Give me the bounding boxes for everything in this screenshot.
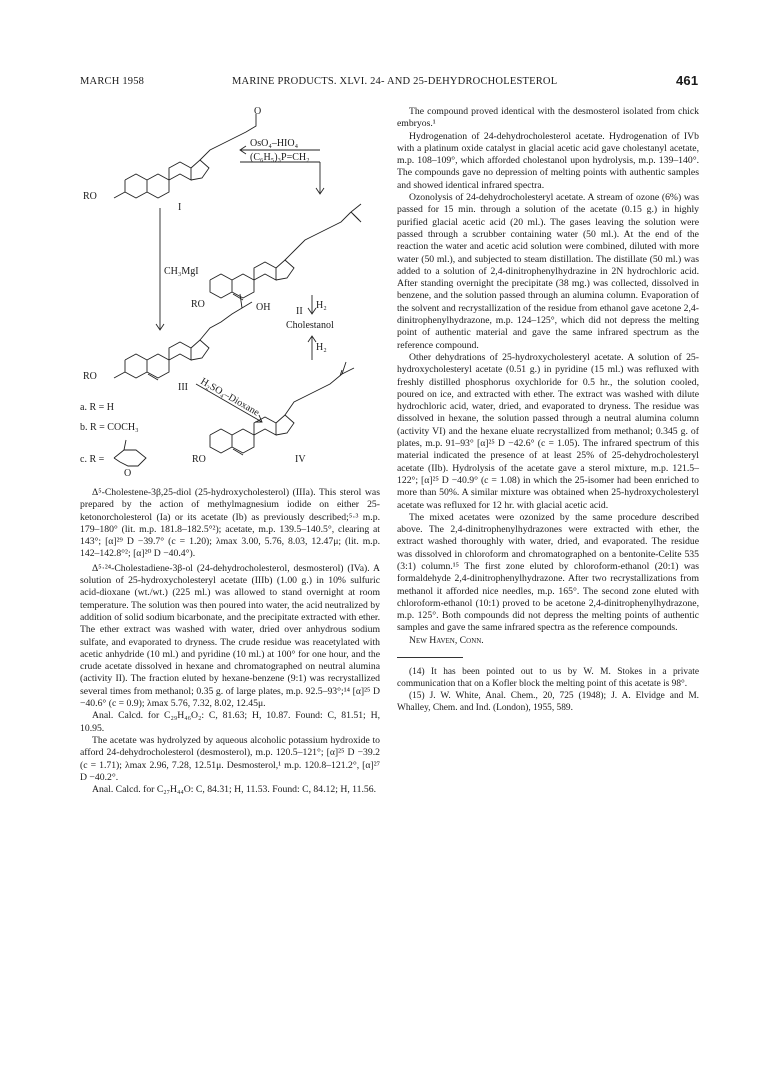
paragraph-desmosterol-preparation: Δ⁵·²⁴-Cholestadiene-3β-ol (24-dehydrocholesterol, desmosterol) (IVa). A solution of 25-hydroxycholesteryl acetate (IIIb) (1.00 g.) in 10% sulfuric acid-dioxane (wt./wt.) (225 ml.) was allowed to stand overnight at room temperature. The solution was then poured into water, the acid neutralized by addition of solid sodium bicarbonate, and the precipitate extracted with ether. The ether extract was washed with water, dried over anhydrous sodium sulfate, and evaporated to dryness. The crude residue was reacetylated with acetic anhydride (10 ml.) and pyridine (10 ml.) at 100° for one hour, and the crude acetate dissolved in hexane and chromatographed on neutral alumina (activity II). The fraction eluted by hexane-benzene (9:1) was recrystallized several times from methanol; 0.35 g. of large plates, m.p. 92.5–93°;¹⁴ [α]²⁵ D −40.6° (c = 0.9); λmax 5.76, 7.32, 8.02, 12.45μ. [80, 562, 380, 710]
paragraph-hydrogenation: Hydrogenation of 24-dehydrocholesterol acetate. Hydrogenation of IVb with a platinum oxide catalyst in glacial acetic acid gave cholestanyl acetate, m.p. 108–109°, which afforded cholestanol upon hydrolysis, m.p. 139–140°. The compounds gave no depression of melting points with authentic samples and showed identical infrared spectra. [397, 130, 699, 191]
ro-label-II: RO [191, 299, 205, 310]
left-column [80, 487, 380, 796]
ro-label-I: RO [83, 191, 97, 202]
reagent-grignard: CH₃MgI [164, 266, 199, 277]
hydroxyl-label: OH [256, 302, 271, 313]
pyranyl-oxygen-label: O [124, 468, 132, 479]
ro-label-IV: RO [192, 454, 206, 465]
affiliation-city: New Haven, Conn. [409, 634, 484, 646]
footnote-rule [397, 657, 463, 658]
paragraph-identity: The compound proved identical with the desmosterol isolated from chick embryos.¹ [397, 106, 699, 130]
compound-label-I: I [178, 202, 182, 213]
compound-label-II: II [296, 306, 303, 317]
paragraph-analysis-sterol: Anal. Calcd. for C₂₇H₄₄O: C, 84.31; H, 11.53. Found: C, 84.12; H, 11.56. [92, 784, 377, 796]
footnote-15: (15) J. W. White, Anal. Chem., 20, 725 (1948); J. A. Elvidge and M. Whalley, Chem. and Ind. (London), 1955, 589. [397, 691, 699, 714]
steroid-structure-I [114, 114, 256, 198]
reaction-scheme [80, 100, 380, 480]
running-header-date: MARCH 1958 [80, 76, 145, 87]
right-column [397, 106, 699, 714]
page-number: 461 [676, 73, 699, 88]
paragraph-mixed-acetates: The mixed acetates were ozonized by the same procedure described above. The 2,4-dinitrophenylhydrazones were extracted with ether, the extract washed thoroughly with water, dried, and evaporated. The residue was dissolved in chloroform and chromatographed on a bentonite-Celite 535 (3:1) column.¹⁵ The first zone eluted by chloroform-ethanol (20:1) was formaldehyde 2,4-dinitrophenylhydrazone. After two recrystallizations from methanol it afforded nice needles, m.p. 165°. The second zone eluted with chloroform-ethanol (10:1) proved to be acetone 2,4-dinitrophenylhydrazone, m.p. 125°. Both compounds did not depress the melting points of authentic samples and gave the same infrared spectra as the reference compounds. [397, 511, 699, 634]
running-header-title: MARINE PRODUCTS. XLVI. 24- AND 25-DEHYDROCHOLESTEROL [232, 76, 558, 87]
tetrahydropyranyl-ring [114, 440, 146, 466]
hydrogen-label-2: H₂ [316, 342, 327, 353]
hydrogen-label-1: H₂ [316, 300, 327, 311]
paragraph-other-dehydrations: Other dehydrations of 25-hydroxycholesteryl acetate. A solution of 25-hydroxycholesteryl acetate (0.51 g.) in pyridine (15 ml.) was refluxed with freshly distilled phosphorus oxychloride for 0.5 hr., the solution cooled, poured on ice, and extracted with ether. The extract was washed with dilute hydrochloric acid, water, dried, and evaporated to dryness. The residue was dissolved in hexane, the solution passed through a neutral alumina column (activity VI) and the hexane eluate recrystallized from methanol; 0.345 g. of plates, m.p. 91–93° [α]²⁵ D −42.6° (c = 1.05). The infrared spectrum of this material indicated the presence of at least 25% of 25-dehydrocholesteryl acetate (IIb). Hydrolysis of the acetate gave a sterol mixture, m.p. 121.5–122°; [α]²⁵ D −40.9° (c = 1.08) in which the 25-isomer had been enriched to more than 50%. A similar mixture was obtained when 25-hydroxycholesteryl acetate was refluxed for 12 hr. with glacial acetic acid. [397, 351, 699, 511]
reagent-osmium: OsO₄–HIO₄ [250, 138, 299, 149]
steroid-structure-IV [210, 362, 354, 455]
reagent-wittig: (C₆H₅)₃P=CH₂ [250, 152, 310, 163]
footnote-14: (14) It has been pointed out to us by W. M. Stokes in a private communication that on a Kofler block the melting point of this acetate is 98°. [397, 667, 699, 690]
reagent-dehydration: H₂SO₄–Dioxane [198, 376, 262, 419]
compound-label-III: III [178, 382, 188, 393]
paragraph-hydrolysis: The acetate was hydrolyzed by aqueous alcoholic potassium hydroxide to afford 24-dehydrocholesterol (desmosterol), m.p. 120.5–121°; [α]²⁵ D −39.2 (c = 1.71); λmax 2.96, 7.28, 12.51μ. Desmosterol,¹ m.p. 120.8–121.2°, [α]²⁷ D −40.2°. [80, 734, 380, 783]
r-definition-a: a. R = H [80, 402, 114, 413]
cholestanol-label: Cholestanol [286, 320, 334, 331]
steroid-structure-III [114, 294, 252, 380]
steroid-structure-II [210, 204, 361, 300]
ro-label-III: RO [83, 371, 97, 382]
r-definition-b: b. R = COCH₃ [80, 422, 139, 433]
paragraph-25-hydroxycholesterol: Δ⁵-Cholestene-3β,25-diol (25-hydroxycholesterol) (IIIa). This sterol was prepared by the action of methylmagnesium iodide on either 25-ketonorcholesterol (Ia) or its acetate (Ib) as previously described;⁵·³ m.p. 179–180° (lit. m.p. 181.8–182.5°²); acetate, m.p. 139.5–140.5°, clearing at 143°; [α]²⁹ D −39.7° (c = 1.20); λmax 3.00, 5.76, 8.03, 12.47μ; (lit. m.p. 142–142.8°²; [α]²⁰ D −40.4°). [80, 487, 380, 560]
r-definition-c: c. R = [80, 454, 105, 465]
compound-label-IV: IV [295, 454, 306, 465]
oxygen-label: O [254, 106, 262, 117]
paragraph-analysis-acetate: Anal. Calcd. for C₂₉H₄₆O₂: C, 81.63; H, 10.87. Found: C, 81.51; H, 10.95. [80, 710, 380, 734]
paragraph-ozonolysis: Ozonolysis of 24-dehydrocholesteryl acetate. A stream of ozone (6%) was passed for 15 min. through a solution of the acetate (0.15 g.) in highly purified glacial acetic acid (20 ml.). The gases leaving the solution were passed through a scrubber containing water (50 ml.). At the end of the reaction the water and acetic acid solution were combined, diluted with more water (50 ml.), and subjected to steam distillation. The distillate (50 ml.) was added to a solution of 2,4-dinitrophenylhydrazine in 2N hydrochloric acid. After standing overnight the precipitate (38 mg.) was collected, dissolved in benzene, and the solution passed through an alumina column. Evaporation of the solvent and recrystallization of the residue from ethanol gave acetone 2,4-dinitrophenylhydrazone, m.p. 124–125°, which did not depress the melting point of authentic material and gave the same infrared spectrum as the reference compound. [397, 192, 699, 351]
